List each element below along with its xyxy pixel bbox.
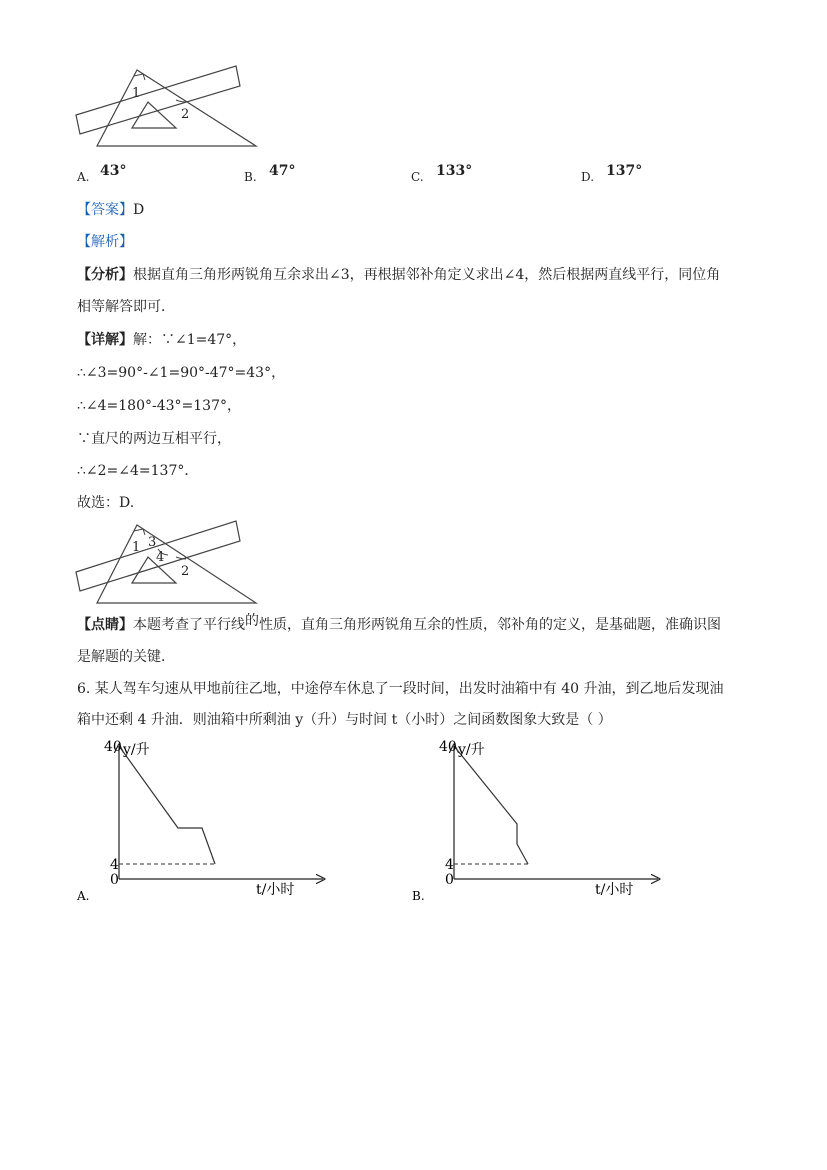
fenxi-text-1: 根据直角三角形两锐角互余求出∠3，再根据邻补角定义求出∠4，然后根据两直线平行，同位角: [133, 267, 721, 283]
question-6-line-1: 6. 某人驾车匀速从甲地前往乙地，中途停车休息了一段时间，出发时油箱中有 40 升油，到乙地后发现油: [77, 681, 724, 697]
option-b-letter: B.: [244, 170, 257, 184]
detail-line-5: ∴∠2=∠4=137°．: [77, 463, 199, 479]
fenxi-tag: 【分析】: [77, 267, 133, 283]
graph-option-b: [405, 740, 665, 910]
y-tick-40: 40: [439, 740, 457, 755]
y-axis-label: y/升: [123, 742, 150, 758]
dianjing-text-1a: 本题考查了平行线: [133, 617, 245, 633]
angle-label-2: 2: [181, 564, 190, 579]
graph-b-letter: B.: [412, 889, 425, 903]
y-tick-4: 4: [110, 857, 119, 873]
option-d-letter: D.: [581, 170, 595, 184]
option-a-letter: A.: [77, 170, 90, 184]
detail-line-2: ∴∠3=90°-∠1=90°-47°=43°，: [77, 365, 286, 381]
dianjing-line-2: 是解题的关键．: [77, 649, 175, 665]
y-axis-label: y/升: [458, 742, 485, 758]
x-axis-label: t/小时: [256, 882, 295, 898]
dianjing-text-1c: 性质，直角三角形两锐角互余的性质，邻补角的定义，是基础题，准确识图: [259, 617, 721, 633]
option-c-letter: C.: [411, 170, 424, 184]
answer-tag: 【答案】: [77, 202, 133, 218]
analysis-tag: 【解析】: [77, 234, 133, 250]
figure-ruler-triangle-annotated: [70, 517, 270, 609]
fenxi-text-2: 相等解答即可．: [77, 299, 175, 315]
angle-label-4: 4: [156, 550, 165, 565]
dianjing-line-1: [77, 615, 721, 635]
angle-label-2: 2: [181, 107, 190, 122]
option-d-value: 137°: [606, 163, 643, 179]
question-6-line-2: 箱中还剩 4 升油．则油箱中所剩油 y（升）与时间 t（小时）之间函数图象大致是（ ）: [77, 712, 612, 728]
graph-a-line: [119, 746, 215, 864]
detail-text-1: 解：∵∠1=47°，: [133, 332, 247, 348]
figure-ruler-triangle: [70, 62, 270, 152]
graph-option-a: [70, 740, 330, 910]
graph-b-line: [454, 746, 528, 864]
angle-label-1: 1: [132, 86, 141, 101]
detail-line-6: 故选：D.: [77, 495, 135, 511]
detail-line-4: ∵直尺的两边互相平行，: [77, 431, 231, 447]
y-tick-40: 40: [104, 740, 122, 755]
detail-line-3: ∴∠4=180°-43°=137°，: [77, 398, 241, 414]
dianjing-tag: 【点睛】: [77, 617, 133, 633]
graph-a-letter: A.: [77, 889, 90, 903]
fenxi-line-2: [77, 297, 175, 317]
detail-tag: 【详解】: [77, 332, 133, 348]
option-b-value: 47°: [269, 163, 296, 179]
y-tick-0: 0: [445, 872, 454, 888]
answer-value: D: [133, 202, 145, 218]
analysis-heading: [77, 232, 133, 252]
fenxi-line-1: [77, 265, 720, 285]
angle-label-3: 3: [148, 535, 157, 550]
dianjing-text-1b: 的: [245, 613, 259, 629]
x-axis-label: t/小时: [595, 882, 634, 898]
option-a-value: 43°: [100, 163, 127, 179]
option-c-value: 133°: [436, 163, 473, 179]
y-tick-0: 0: [110, 872, 119, 888]
y-tick-4: 4: [445, 857, 454, 873]
answer-line: [77, 200, 144, 220]
detail-line-1: [77, 330, 246, 350]
angle-label-1: 1: [132, 540, 141, 555]
